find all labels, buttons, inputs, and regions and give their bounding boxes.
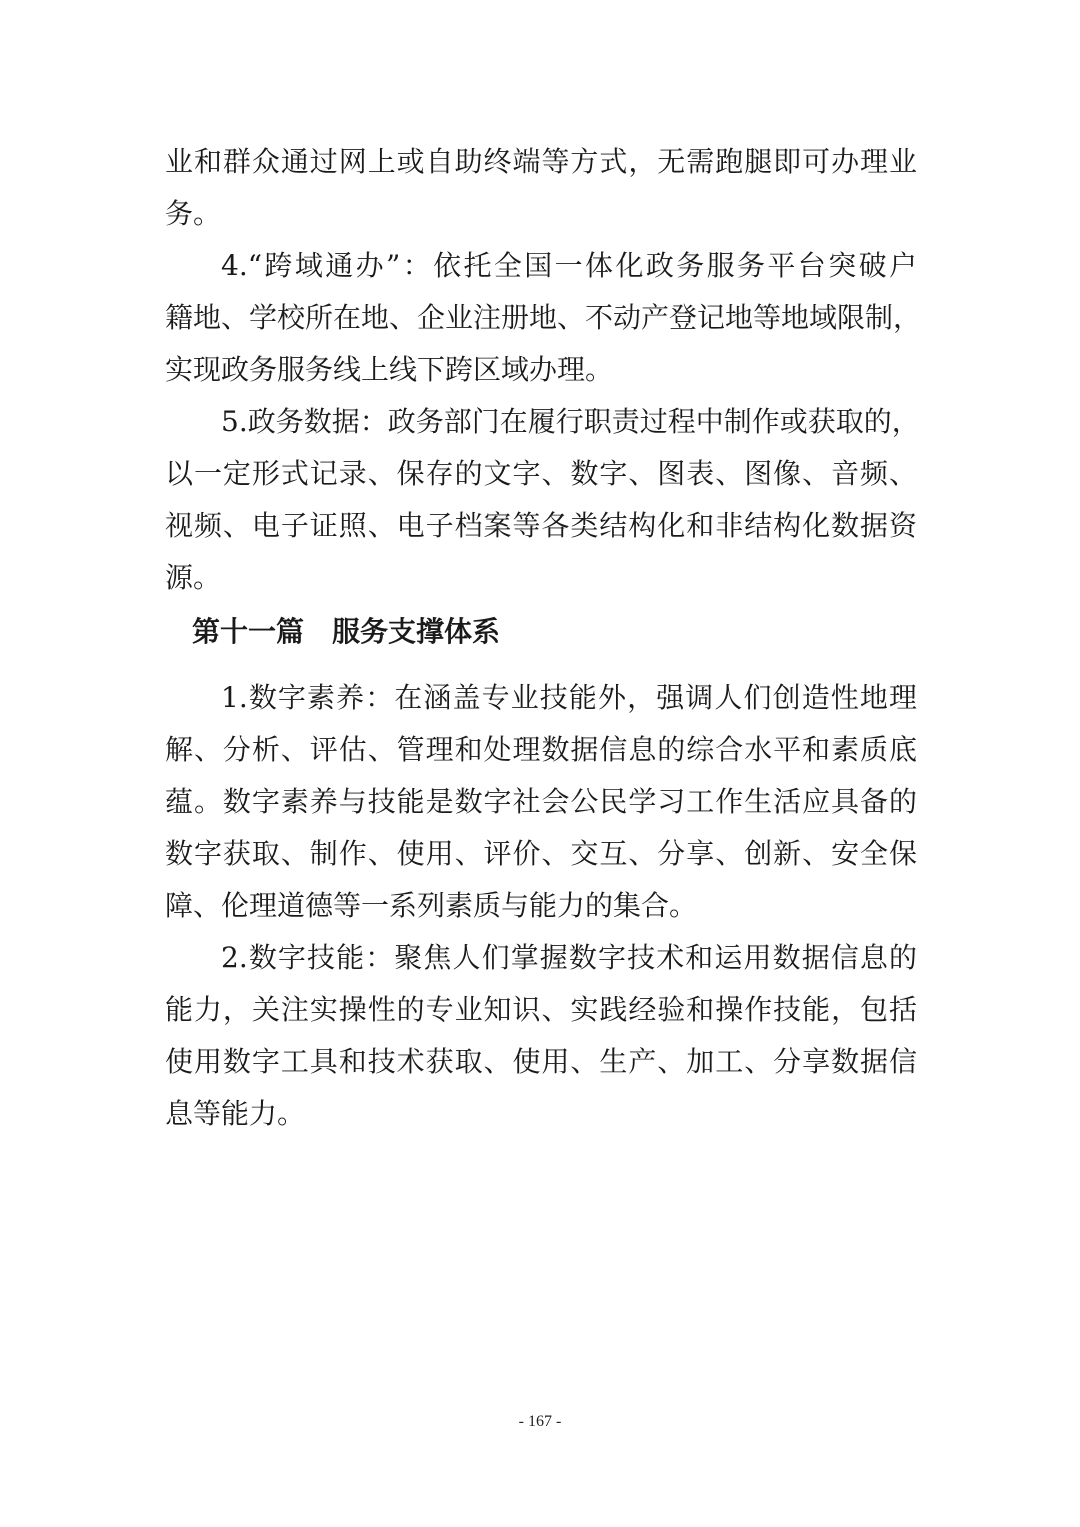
text-line: 实现政务服务线上线下跨区域办理。	[165, 353, 614, 386]
paragraph-government-data	[165, 396, 920, 604]
text-line: 能力，关注实操性的专业知识、实践经验和操作技能，包括	[165, 993, 917, 1026]
text-line: 务。	[165, 197, 222, 230]
text-line: 5.政务数据：政务部门在履行职责过程中制作或获取的，	[221, 405, 920, 438]
text-line: 1.数字素养：在涵盖专业技能外，强调人们创造性地理	[221, 681, 917, 714]
section-heading: 第十一篇 服务支撑体系	[192, 615, 501, 648]
paragraph-cross-region	[165, 240, 922, 396]
text-line: 解、分析、评估、管理和处理数据信息的综合水平和素质底	[165, 733, 917, 766]
text-line: 籍地、学校所在地、企业注册地、不动产登记地等地域限制，	[165, 301, 922, 334]
text-line: 使用数字工具和技术获取、使用、生产、加工、分享数据信	[165, 1045, 917, 1078]
text-line: 障、伦理道德等一系列素质与能力的集合。	[165, 889, 698, 922]
body-text-bottom	[165, 672, 917, 1140]
text-line: 4.“跨域通办”：依托全国一体化政务服务平台突破户	[221, 249, 917, 282]
page-number: - 167 -	[518, 1413, 562, 1430]
paragraph-continuation	[165, 136, 917, 240]
text-line: 视频、电子证照、电子档案等各类结构化和非结构化数据资	[165, 509, 917, 542]
paragraph-digital-literacy	[165, 672, 917, 932]
text-line: 2.数字技能：聚焦人们掌握数字技术和运用数据信息的	[221, 941, 917, 974]
text-line: 业和群众通过网上或自助终端等方式，无需跑腿即可办理业	[165, 145, 917, 178]
text-line: 蕴。数字素养与技能是数字社会公民学习工作生活应具备的	[165, 785, 917, 818]
text-line: 数字获取、制作、使用、评价、交互、分享、创新、安全保	[165, 837, 917, 870]
paragraph-digital-skills	[165, 932, 917, 1140]
text-line: 以一定形式记录、保存的文字、数字、图表、图像、音频、	[165, 457, 917, 490]
text-line: 源。	[165, 561, 222, 594]
body-text-top	[165, 136, 922, 604]
text-line: 息等能力。	[165, 1097, 306, 1130]
